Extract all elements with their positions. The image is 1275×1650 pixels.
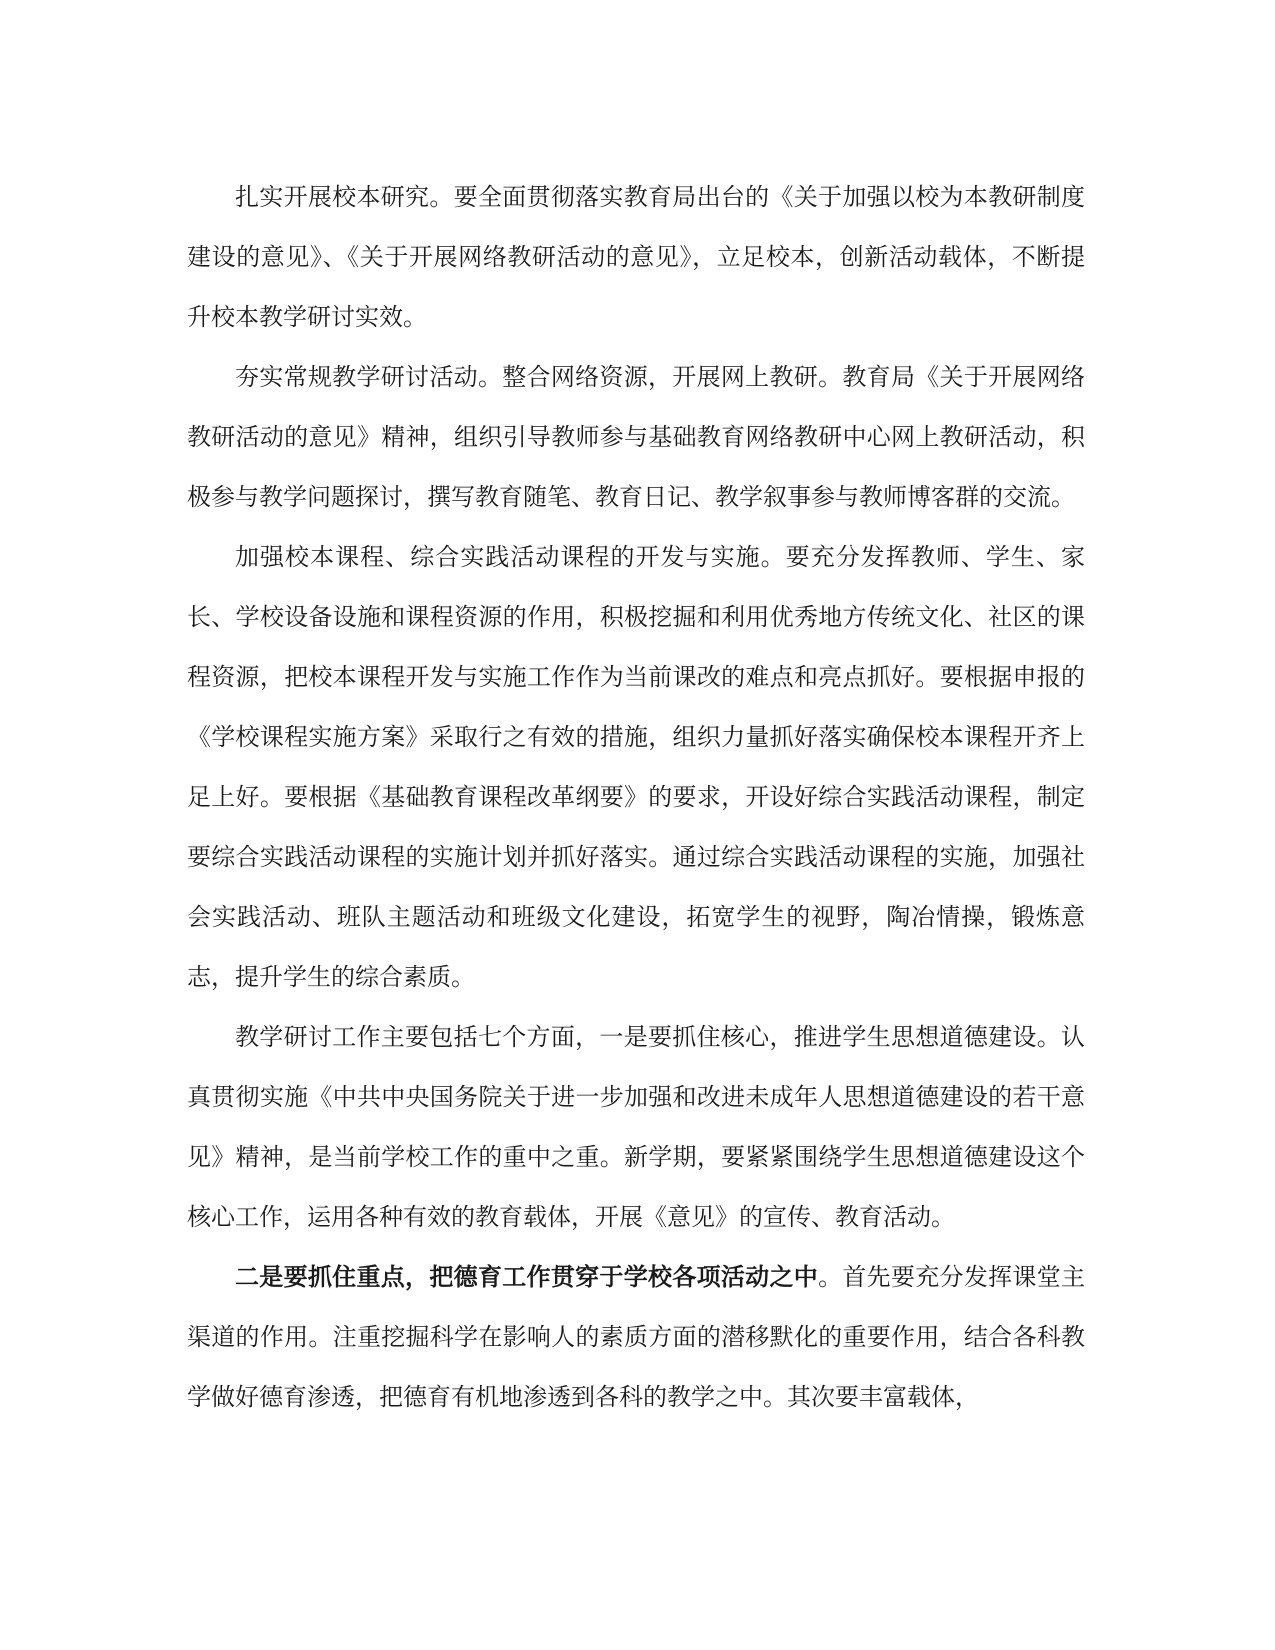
paragraph-3-text: 加强校本课程、综合实践活动课程的开发与实施。要充分发挥教师、学生、家长、学校设备设施和课程资源的作用，积极挖掘和利用优秀地方传统文化、社区的课程资源，把校本课程开发与实施工作作为当前课改的难点和亮点抓好。要根据申报的《学校课程实施方案》采取行之有效的措施，组织力量抓好落实确保校本课程开齐上足上好。要根据《基础教育课程改革纲要》的要求，开设好综合实践活动课程，制定要综合实践活动课程的实施计划并抓好落实。通过综合实践活动课程的实施，加强社会实践活动、班队主题活动和班级文化建设，拓宽学生的视野，陶冶情操，锻炼意志，提升学生的综合素质。 (187, 543, 1085, 991)
paragraph-5 (187, 1247, 1085, 1427)
document-body (187, 167, 1085, 1427)
paragraph-5-text: 。首先要充分发挥课堂主渠道的作用。注重挖掘科学在影响人的素质方面的潜移默化的重要作用，结合各科教学做好德育渗透，把德育有机地渗透到各科的教学之中。其次要丰富载体， (187, 1263, 1086, 1411)
paragraph-2 (187, 347, 1085, 527)
paragraph-3 (187, 527, 1085, 1007)
paragraph-4 (187, 1007, 1085, 1247)
paragraph-1 (187, 167, 1085, 347)
paragraph-2-text: 夯实常规教学研讨活动。整合网络资源，开展网上教研。教育局《关于开展网络教研活动的意见》精神，组织引导教师参与基础教育网络教研中心网上教研活动，积极参与教学问题探讨，撰写教育随笔、教育日记、教学叙事参与教师博客群的交流。 (187, 363, 1085, 511)
paragraph-5-bold-lead: 二是要抓住重点，把德育工作贯穿于学校各项活动之中 (235, 1262, 819, 1291)
paragraph-4-text: 教学研讨工作主要包括七个方面，一是要抓住核心，推进学生思想道德建设。认真贯彻实施《中共中央国务院关于进一步加强和改进未成年人思想道德建设的若干意见》精神，是当前学校工作的重中之重。新学期，要紧紧围绕学生思想道德建设这个核心工作，运用各种有效的教育载体，开展《意见》的宣传、教育活动。 (187, 1023, 1085, 1231)
paragraph-1-text: 扎实开展校本研究。要全面贯彻落实教育局出台的《关于加强以校为本教研制度建设的意见》、《关于开展网络教研活动的意见》，立足校本，创新活动载体，不断提升校本教学研讨实效。 (187, 183, 1085, 331)
